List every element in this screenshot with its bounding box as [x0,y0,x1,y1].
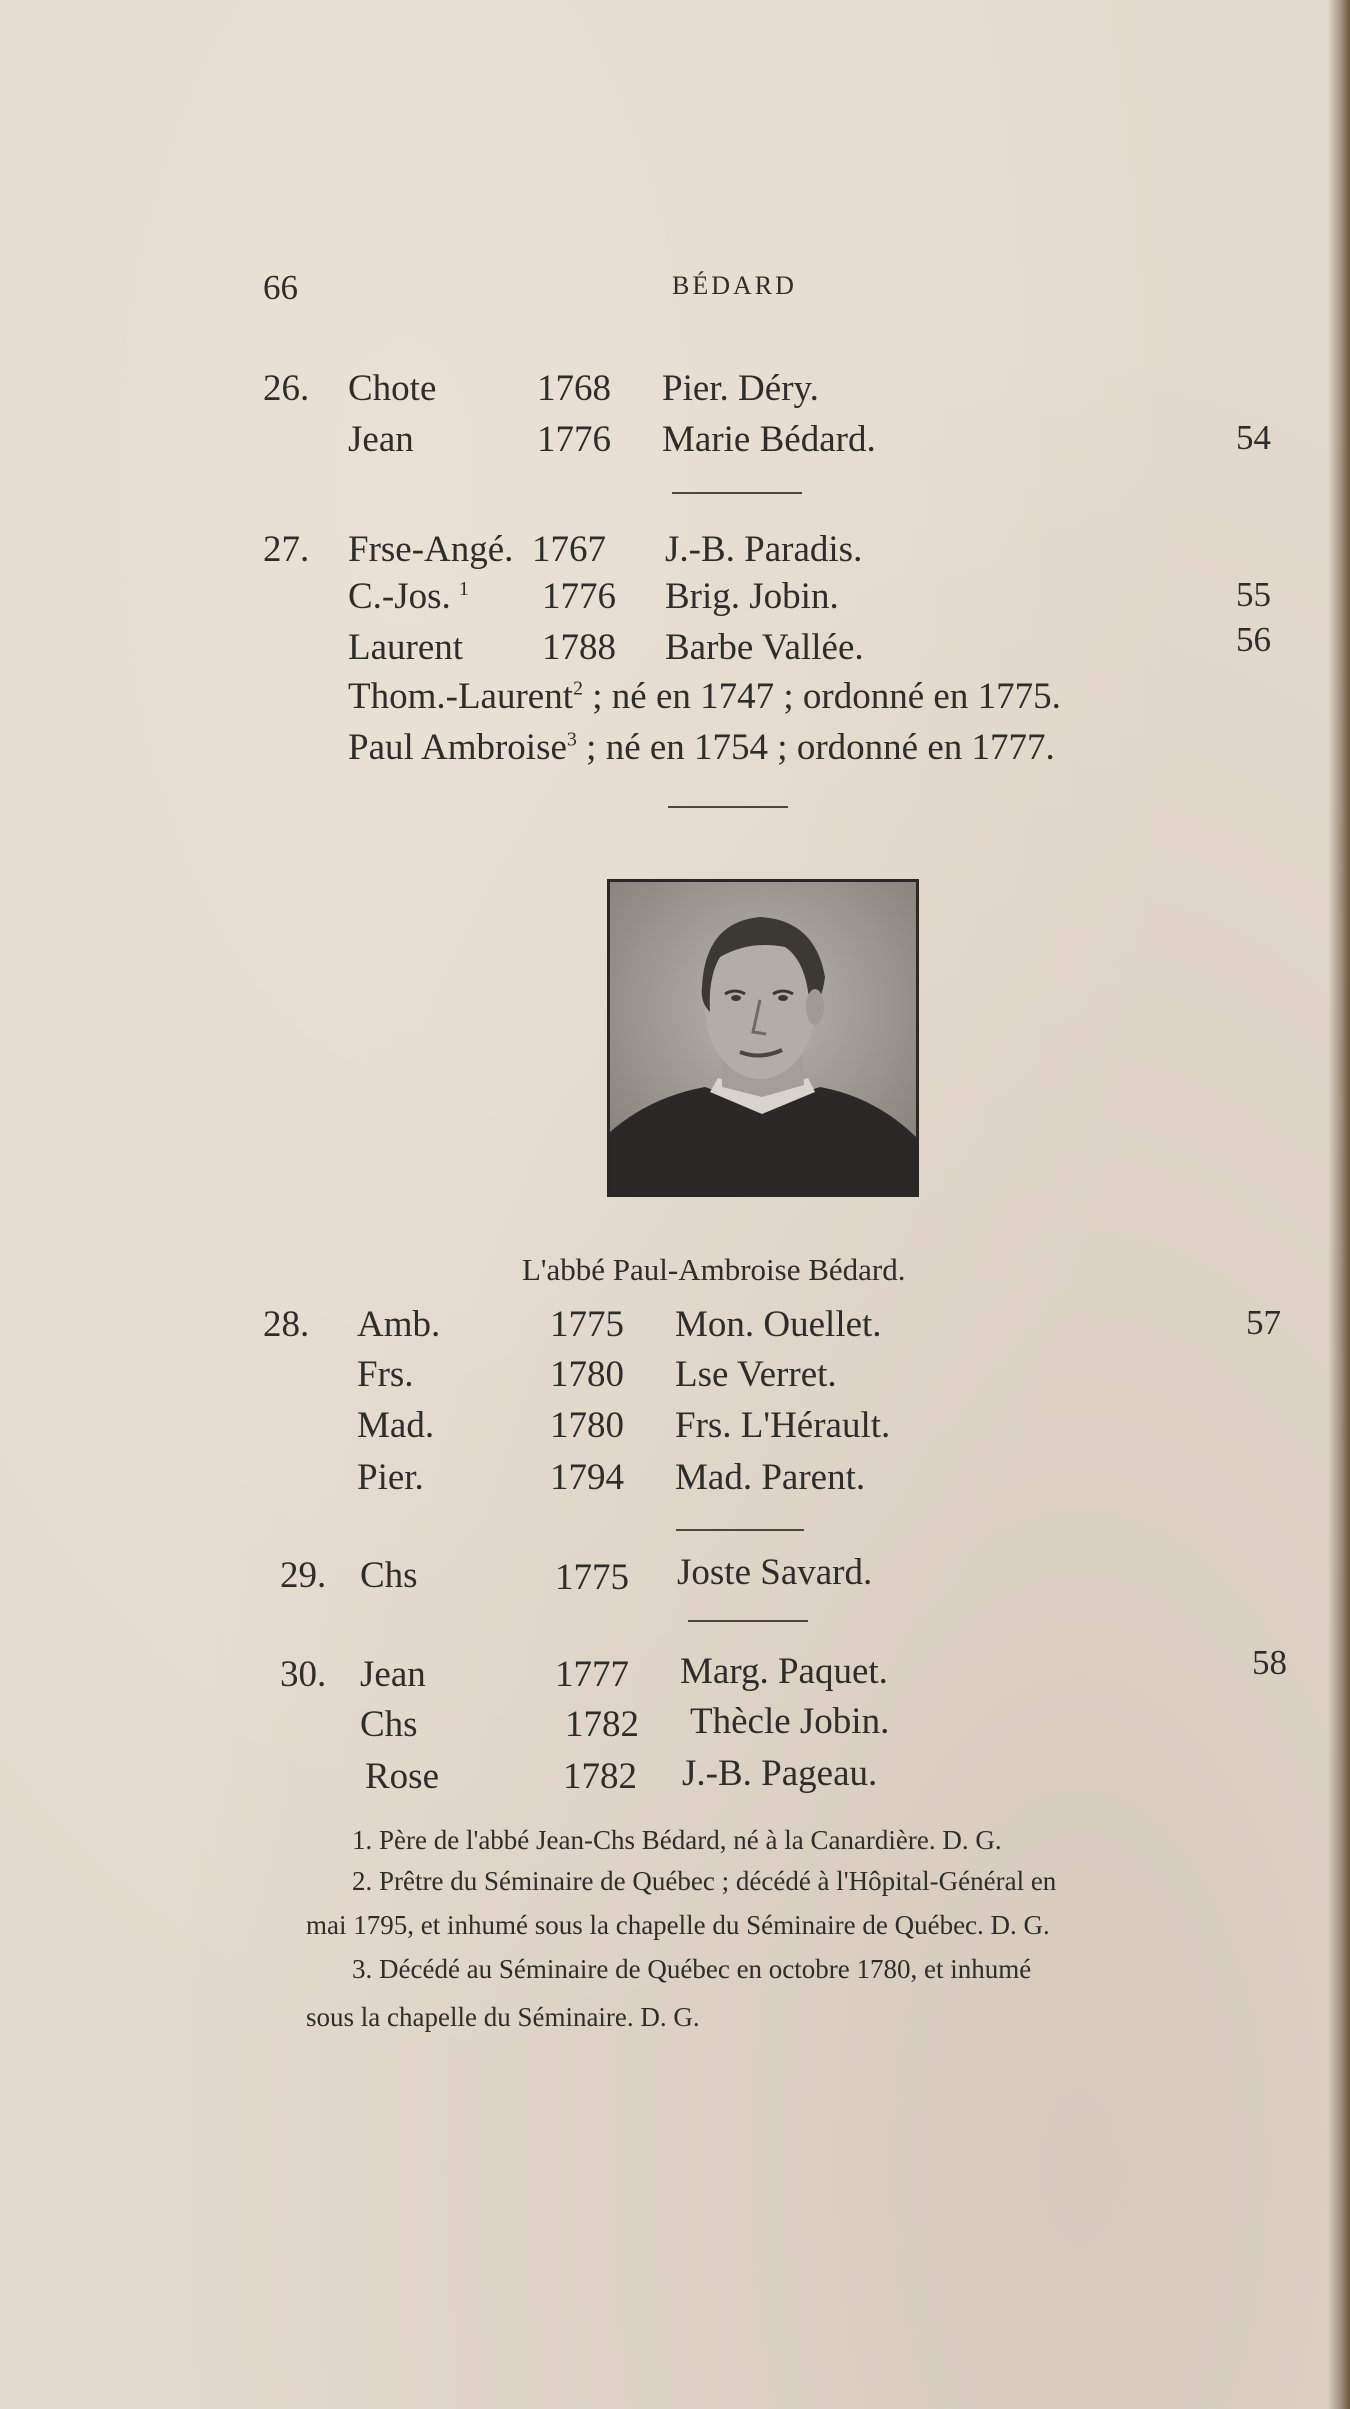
entry-reference: 58 [1252,1643,1287,1682]
separator-rule [676,1529,804,1531]
child-name: Chs [360,1704,418,1745]
child-name: Chs [360,1555,418,1596]
spouse-name: Frs. L'Hérault. [675,1405,891,1446]
page-edge-shadow [1328,0,1350,2409]
footnote-2-continued: mai 1795, et inhumé sous la chapelle du Séminaire de Québec. D. G. [306,1910,1050,1940]
entry-reference: 57 [1246,1303,1281,1342]
page-number: 66 [263,268,298,307]
footnote-3-continued: sous la chapelle du Séminaire. D. G. [306,2002,700,2032]
marriage-year: 1775 [550,1304,624,1345]
spouse-name: Joste Savard. [677,1552,873,1593]
spouse-name: J.-B. Pageau. [682,1753,878,1794]
entry-number: 30. [280,1654,327,1695]
marriage-year: 1782 [565,1704,639,1745]
child-name: Pier. [357,1457,424,1498]
spouse-name: Thècle Jobin. [690,1701,890,1742]
spouse-name: Mon. Ouellet. [675,1304,882,1345]
child-name: Rose [365,1756,439,1797]
marriage-year: 1776 [542,576,616,617]
running-title: BÉDARD [672,271,797,300]
child-name: Laurent [348,627,464,668]
footnote-marker: 2 [573,677,583,700]
spouse-name: Marie Bédard. [662,419,876,460]
spouse-name: Lse Verret. [675,1354,837,1395]
priest-line: Paul Ambroise$^3$ ; né en 1754 ; ordonné en 1777. [348,727,1055,768]
entry-reference: 54 [1236,418,1271,457]
child-name: Jean [348,419,414,460]
child-name: Amb. [357,1304,441,1345]
marriage-year: 1788 [542,627,616,668]
marriage-year: 1767 [532,529,606,570]
portrait-caption: L'abbé Paul-Ambroise Bédard. [522,1252,906,1287]
marriage-year: 1776 [537,419,611,460]
child-name: Frse-Angé. [348,529,514,570]
child-name: Jean [360,1654,426,1695]
portrait-image [607,879,919,1197]
marriage-year: 1782 [563,1756,637,1797]
marriage-year: 1780 [550,1405,624,1446]
spouse-name: Marg. Paquet. [680,1651,888,1692]
marriage-year: 1780 [550,1354,624,1395]
footnote-1: 1. Père de l'abbé Jean-Chs Bédard, né à la Canardière. D. G. [352,1825,1002,1855]
entry-number: 26. [263,368,310,409]
child-name: Frs. [357,1354,414,1395]
marriage-year: 1768 [537,368,611,409]
footnote-3: 3. Décédé au Séminaire de Québec en octobre 1780, et inhumé [352,1954,1032,1984]
marriage-year: 1794 [550,1457,624,1498]
priest-line: Thom.-Laurent$^2$ ; né en 1747 ; ordonné en 1775. [348,676,1061,717]
entry-number: 29. [280,1555,327,1596]
spouse-name: Barbe Vallée. [665,627,864,668]
footnote-2: 2. Prêtre du Séminaire de Québec ; décédé à l'Hôpital-Général en [352,1866,1057,1896]
marriage-year: 1775 [555,1557,629,1598]
footnote-marker: 1 [458,577,469,600]
spouse-name: Pier. Déry. [662,368,819,409]
child-name: Mad. [357,1405,435,1446]
entry-reference: 56 [1236,620,1271,659]
child-name: C.-Jos. $^1$ [348,576,469,617]
spouse-name: J.-B. Paradis. [665,529,863,570]
separator-rule [668,806,788,808]
entry-reference: 55 [1236,575,1271,614]
separator-rule [688,1620,808,1622]
entry-number: 27. [263,529,310,570]
entry-number: 28. [263,1304,310,1345]
marriage-year: 1777 [555,1654,629,1695]
spouse-name: Brig. Jobin. [665,576,839,617]
child-name: Chote [348,368,437,409]
spouse-name: Mad. Parent. [675,1457,866,1498]
footnote-marker: 3 [566,728,577,751]
separator-rule [672,492,802,494]
